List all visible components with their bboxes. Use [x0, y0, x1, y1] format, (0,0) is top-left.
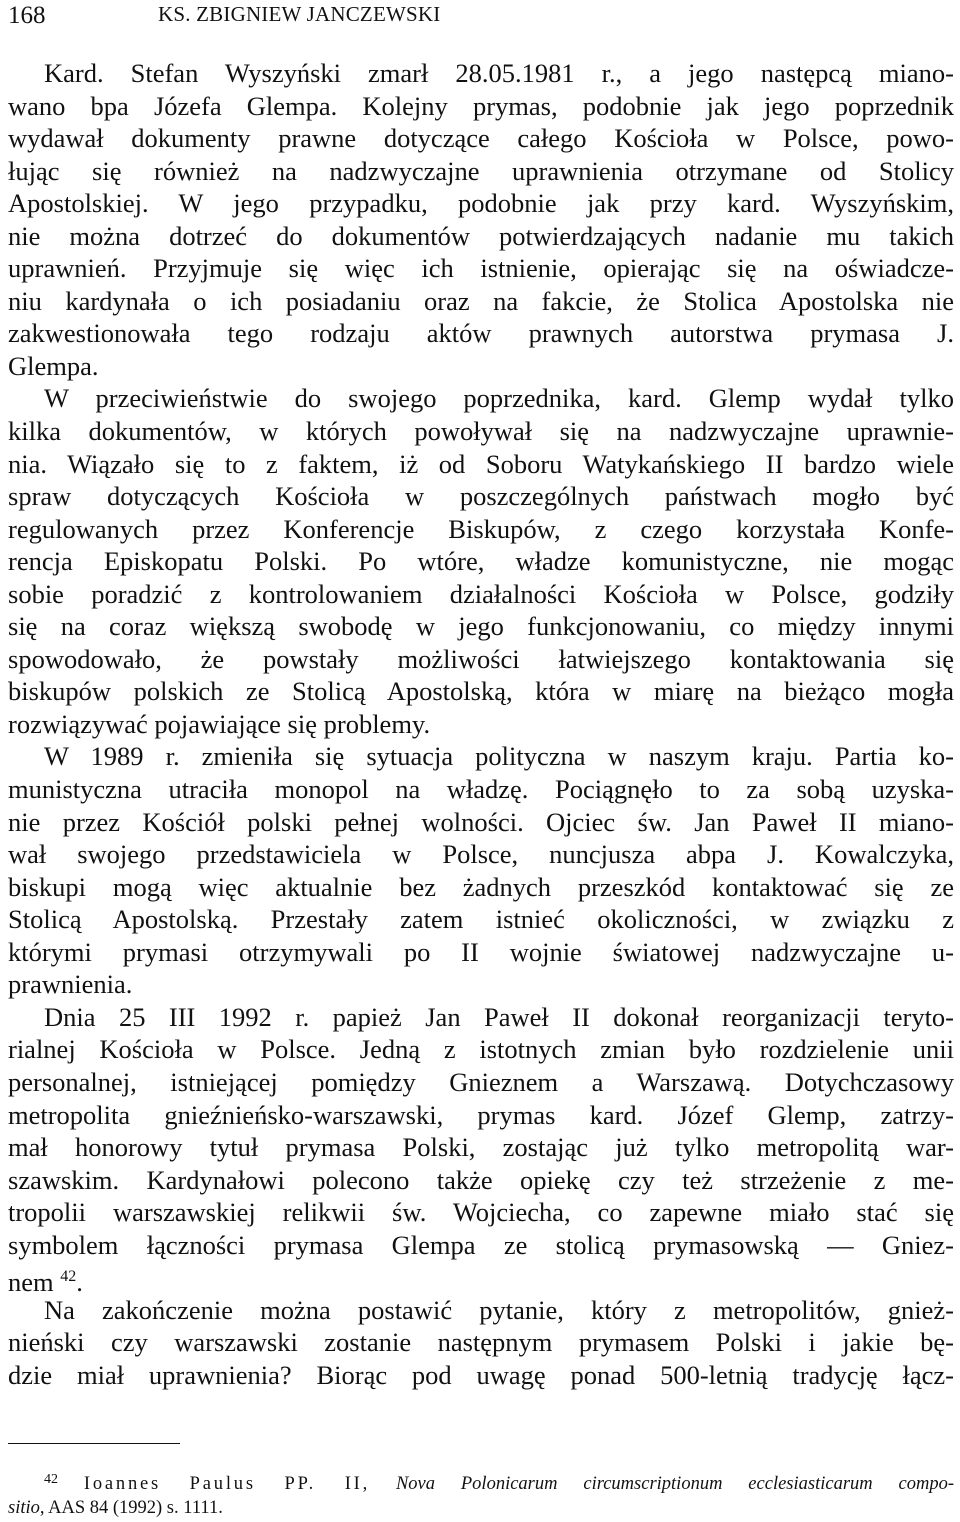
text-line: uprawnień. Przyjmuje się więc ich istnienie, opierając się na oświadcze- — [8, 253, 954, 284]
text-line: wano bpa Józefa Glempa. Kolejny prymas, podobnie jak jego poprzednik — [8, 90, 954, 121]
text-line: dzie miał uprawnienia? Biorąc pod uwagę ponad 500-letnią tradycję łącz- — [8, 1359, 954, 1390]
text-line: W przeciwieństwie do swojego poprzednika, kard. Glemp wydał tylko — [44, 383, 954, 414]
text-line: łując się również na nadzwyczajne uprawnienia otrzymane od Stolicy — [8, 155, 954, 186]
text-line: wał swojego przedstawiciela w Polsce, nuncjusza abpa J. Kowalczyka, — [8, 839, 954, 870]
text-line: Dnia 25 III 1992 r. papież Jan Paweł II dokonał reorganizacji teryto- — [44, 1001, 954, 1032]
text-line: W 1989 r. zmieniła się sytuacja polityczna w naszym kraju. Partia ko- — [44, 741, 954, 772]
text-line: rozwiązywać pojawiające się problemy. — [8, 708, 431, 739]
text-line: wydawał dokumenty prawne dotyczące całego Kościoła w Polsce, powo- — [8, 123, 954, 154]
text-line: Kard. Stefan Wyszyński zmarł 28.05.1981 r., a jego następcą miano- — [44, 58, 954, 88]
text-line: Apostolskiej. W jego przypadku, podobnie jak przy kard. Wyszyńskim, — [8, 188, 954, 219]
text-line: symbolem łączności prymasa Glempa ze stolicą prymasowską — Gniez- — [8, 1229, 954, 1260]
footnote-separator — [8, 1443, 180, 1444]
text-line: prawnienia. — [8, 969, 133, 1000]
text-line: Na zakończenie można postawić pytanie, który z metropolitów, gnież- — [44, 1294, 954, 1325]
text-line: spraw dotyczących Kościoła w poszczególnych państwach mogło być — [8, 481, 954, 512]
text-line: munistyczna utraciła monopol na władzę. Pociągnęło to za sobą uzyska- — [8, 774, 954, 805]
text-line: biskupi mogą więc aktualnie bez żadnych przeszkód kontaktować się ze — [8, 871, 954, 902]
text-line: personalnej, istniejącej pomiędzy Gnieznem a Warszawą. Dotychczasowy — [8, 1066, 954, 1097]
text-line: się na coraz większą swobodę w jego funkcjonowaniu, co między innymi — [8, 611, 954, 642]
page-number: 168 — [8, 2, 46, 29]
text-line: Glempa. — [8, 350, 99, 381]
footnote — [8, 1466, 954, 1522]
text-fragment: nem — [8, 1267, 54, 1294]
text-line: mał honorowy tytuł prymasa Polski, zostając już tylko metropolitą war- — [8, 1132, 954, 1163]
text-line: nia. Wiązało się to z faktem, iż od Soboru Watykańskiego II bardzo wiele — [8, 448, 954, 479]
text-line: którymi prymasi otrzymywali po II wojnie światowej nadzwyczajne u- — [8, 936, 954, 967]
running-title: KS. ZBIGNIEW JANCZEWSKI — [158, 2, 441, 26]
running-head — [8, 0, 954, 40]
text-line-with-footnote — [8, 1261, 954, 1294]
footnote-title-cont: sitio — [8, 1498, 40, 1518]
text-line: spowodowało, że powstały możliwości łatwiejszego kontaktowania się — [8, 643, 954, 674]
document-page — [8, 0, 954, 1518]
body-text — [8, 57, 954, 1391]
text-line: biskupów polskich ze Stolicą Apostolską, która w miarę na bieżąco mogła — [8, 676, 954, 707]
text-line: Stolicą Apostolską. Przestały zatem istnieć okoliczności, w związku z — [8, 904, 954, 935]
footnote-citation: , AAS 84 (1992) s. 1111. — [39, 1498, 223, 1518]
text-fragment: . — [76, 1267, 83, 1294]
footnote-number: 42 — [44, 1472, 58, 1487]
text-line: niu kardynała o ich posiadaniu oraz na fakcie, że Stolica Apostolska nie — [8, 285, 954, 316]
footnote-title: Nova Polonicarum circumscriptionum ecclesiasticarum compo- — [395, 1474, 954, 1494]
text-line: metropolita gnieźnieńsko-warszawski, prymas kard. Józef Glemp, zatrzy- — [8, 1099, 954, 1130]
text-line: nie można dotrzeć do dokumentów potwierdzających nadanie mu takich — [8, 220, 954, 251]
text-line: tropolii warszawskiej relikwii św. Wojciecha, co zapewne miało stać się — [8, 1197, 954, 1228]
text-line: nie przez Kościół polski pełnej wolności. Ojciec św. Jan Paweł II miano- — [8, 806, 954, 837]
text-line: rencja Episkopatu Polski. Po wtóre, władze komunistyczne, nie mogąc — [8, 546, 954, 577]
text-line: szawskim. Kardynałowi polecono także opiekę czy też strzeżenie z me- — [8, 1164, 954, 1195]
footnote-author: Ioannes Paulus PP. II, — [83, 1474, 371, 1494]
text-line: regulowanych przez Konferencje Biskupów, z czego korzystała Konfe- — [8, 513, 954, 544]
text-line: kilka dokumentów, w których powoływał się na nadzwyczajne uprawnie- — [8, 416, 954, 447]
text-line: rialnej Kościoła w Polsce. Jedną z istotnych zmian było rozdzielenie unii — [8, 1034, 954, 1065]
footnote-line — [8, 1466, 954, 1494]
footnote-reference[interactable]: 42 — [60, 1268, 77, 1286]
text-line: nieński czy warszawski zostanie następnym prymasem Polski i jakie bę- — [8, 1327, 954, 1358]
text-line: zakwestionowała tego rodzaju aktów prawnych autorstwa prymasa J. — [8, 318, 954, 349]
footnote-line — [8, 1494, 954, 1522]
text-line: sobie poradzić z kontrolowaniem działalności Kościoła w Polsce, godziły — [8, 578, 954, 609]
